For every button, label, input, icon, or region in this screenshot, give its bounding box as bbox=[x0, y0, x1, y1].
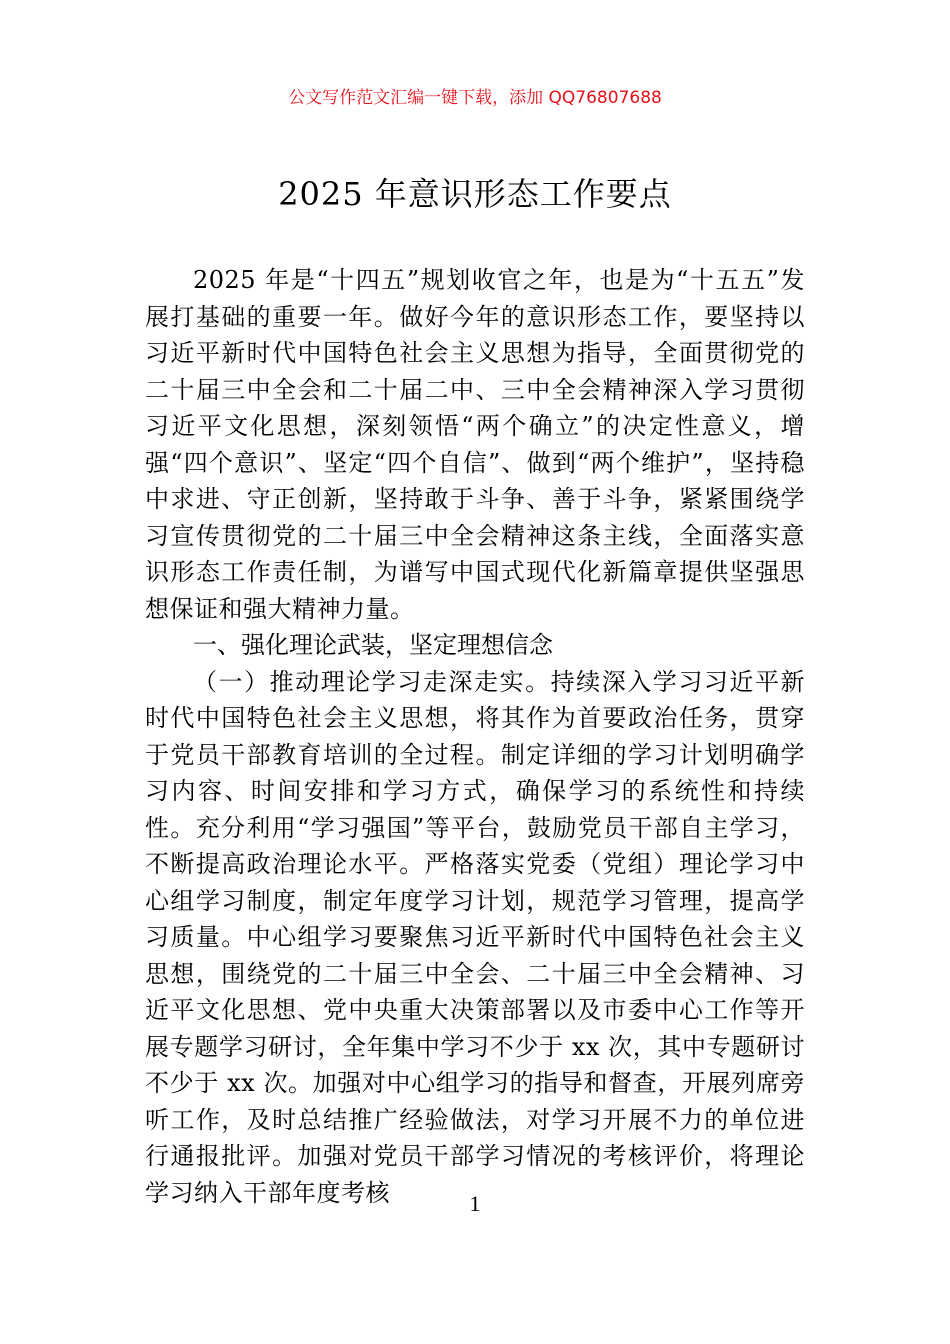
page-number: 1 bbox=[469, 1191, 481, 1216]
subsection-paragraph: （一）推动理论学习走深走实。持续深入学习习近平新时代中国特色社会主义思想，将其作为首要政治任务，贯穿于党员干部教育培训的全过程。制定详细的学习计划明确学习内容、时间安排和学习方式，确保学习的系统性和持续性。充分利用“学习强国”等平台，鼓励党员干部自主学习，不断提高政治理论水平。严格落实党委（党组）理论学习中心组学习制度，制定年度学习计划，规范学习管理，提高学习质量。中心组学习要聚焦习近平新时代中国特色社会主义思想，围绕党的二十届三中全会、二十届三中全会精神、习近平文化思想、党中央重大决策部署以及市委中心工作等开展专题学习研讨，全年集中学习不少于 xx 次，其中专题研讨不少于 xx 次。加强对中心组学习的指导和督查，开展列席旁听工作，及时总结推广经验做法，对学习开展不力的单位进行通报批评。加强对党员干部学习情况的考核评价，将理论学习纳入干部年度考核 bbox=[145, 667, 805, 1207]
intro-paragraph: 2025 年是“十四五”规划收官之年，也是为“十五五”发展打基础的重要一年。做好今年的意识形态工作，要坚持以习近平新时代中国特色社会主义思想为指导，全面贯彻党的二十届三中全会和二十届二中、三中全会精神深入学习贯彻习近平文化思想，深刻领悟“两个确立”的决定性意义，增强“四个意识”、坚定“四个自信”、做到“两个维护”，坚持稳中求进、守正创新，坚持敢于斗争、善于斗争，紧紧围绕学习宣传贯彻党的二十届三中全会精神这条主线，全面落实意识形态工作责任制，为谱写中国式现代化新篇章提供坚强思想保证和强大精神力量。 bbox=[145, 266, 805, 623]
document-body bbox=[145, 262, 805, 1211]
watermark-text: 公文写作范文汇编一键下载，添加 QQ76807688 bbox=[288, 88, 662, 108]
section-heading: 一、强化理论武装，坚定理想信念 bbox=[193, 631, 553, 659]
document-title: 2025 年意识形态工作要点 bbox=[278, 175, 672, 213]
